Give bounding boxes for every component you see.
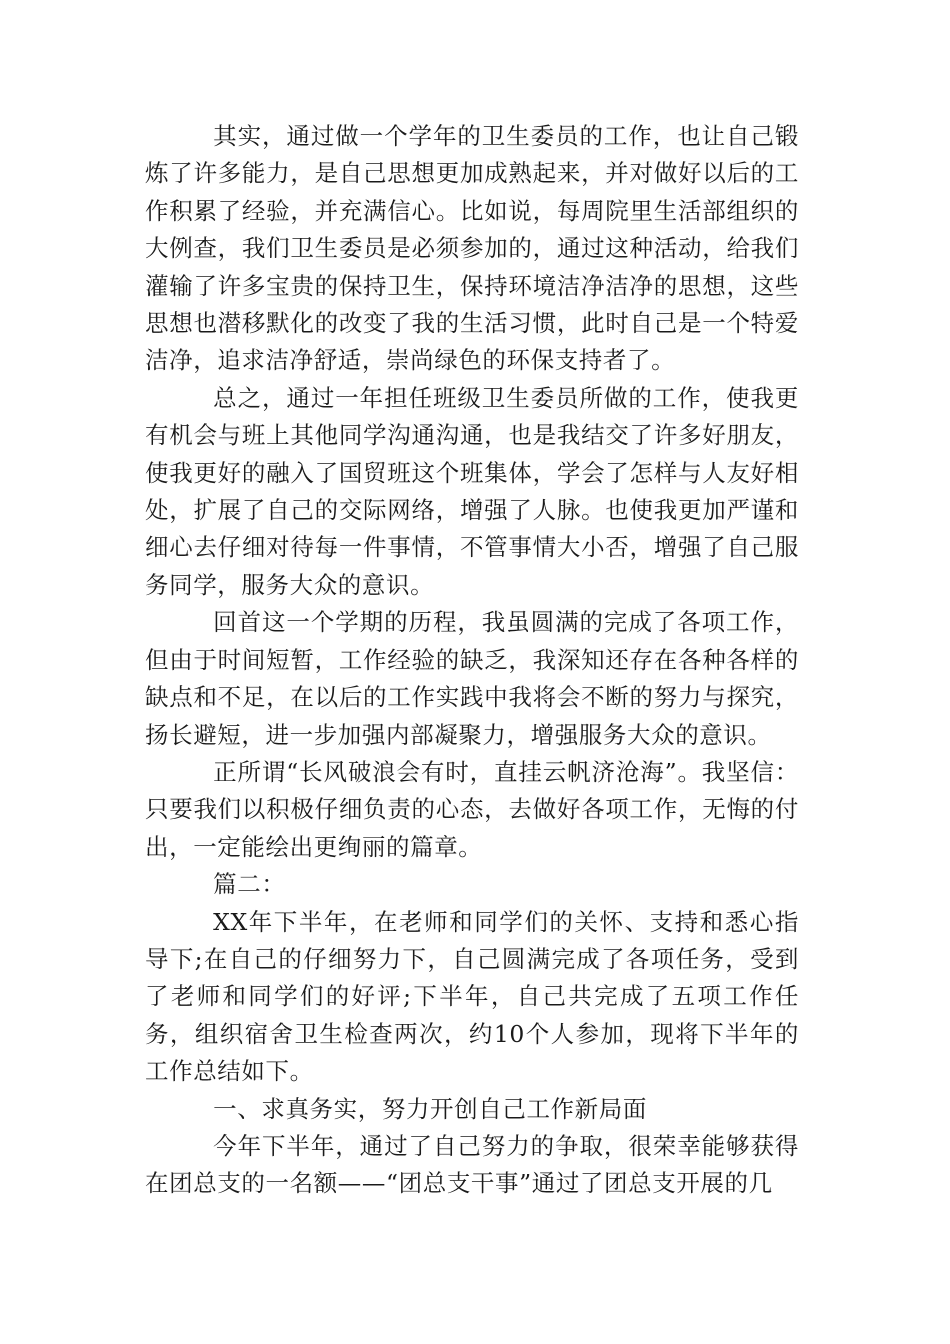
document-body [145, 118, 799, 1203]
paragraph-summary: 总之，通过一年担任班级卫生委员所做的工作，使我更有机会与班上其他同学沟通沟通，也是我结交了许多好朋友，使我更好的融入了国贸班这个班集体，学会了怎样与人友好相处，扩展了自己的交际网络，增强了人脉。也使我更加严谨和细心去仔细对待每一件事情，不管事情大小否，增强了自己服务同学，服务大众的意识。 [145, 383, 799, 599]
paragraph-conclusion: 正所谓“长风破浪会有时，直挂云帆济沧海”。我坚信：只要我们以积极仔细负责的心态，去做好各项工作，无悔的付出，一定能绘出更绚丽的篇章。 [145, 757, 799, 861]
paragraph-league-branch: 今年下半年，通过了自己努力的争取，很荣幸能够获得在团总支的一名额——“团总支干事”通过了团总支开展的几 [145, 1131, 799, 1198]
paragraph-second-half-year: XX年下半年，在老师和同学们的关怀、支持和悉心指导下;在自己的仔细努力下，自己圆满完成了各项任务，受到了老师和同学们的好评;下半年，自己共完成了五项工作任务，组织宿舍卫生检查两次，约10个人参加，现将下半年的工作总结如下。 [145, 907, 799, 1086]
paragraph-review: 回首这一个学期的历程，我虽圆满的完成了各项工作，但由于时间短暂，工作经验的缺乏，我深知还存在各种各样的缺点和不足，在以后的工作实践中我将会不断的努力与探究，扬长避短，进一步加强内部凝聚力，增强服务大众的意识。 [145, 608, 799, 749]
section-heading-part-two: 篇二： [213, 870, 286, 899]
paragraph-hygiene-experience: 其实，通过做一个学年的卫生委员的工作，也让自己锻炼了许多能力，是自己思想更加成熟起来，并对做好以后的工作积累了经验，并充满信心。比如说，每周院里生活部组织的大例查，我们卫生委员是必须参加的，通过这种活动，给我们灌输了许多宝贵的保持卫生，保持环境洁净洁净的思想，这些思想也潜移默化的改变了我的生活习惯，此时自己是一个特爱洁净，追求洁净舒适，崇尚绿色的环保支持者了。 [145, 122, 799, 375]
section-heading-one: 一、求真务实，努力开创自己工作新局面 [213, 1094, 647, 1123]
